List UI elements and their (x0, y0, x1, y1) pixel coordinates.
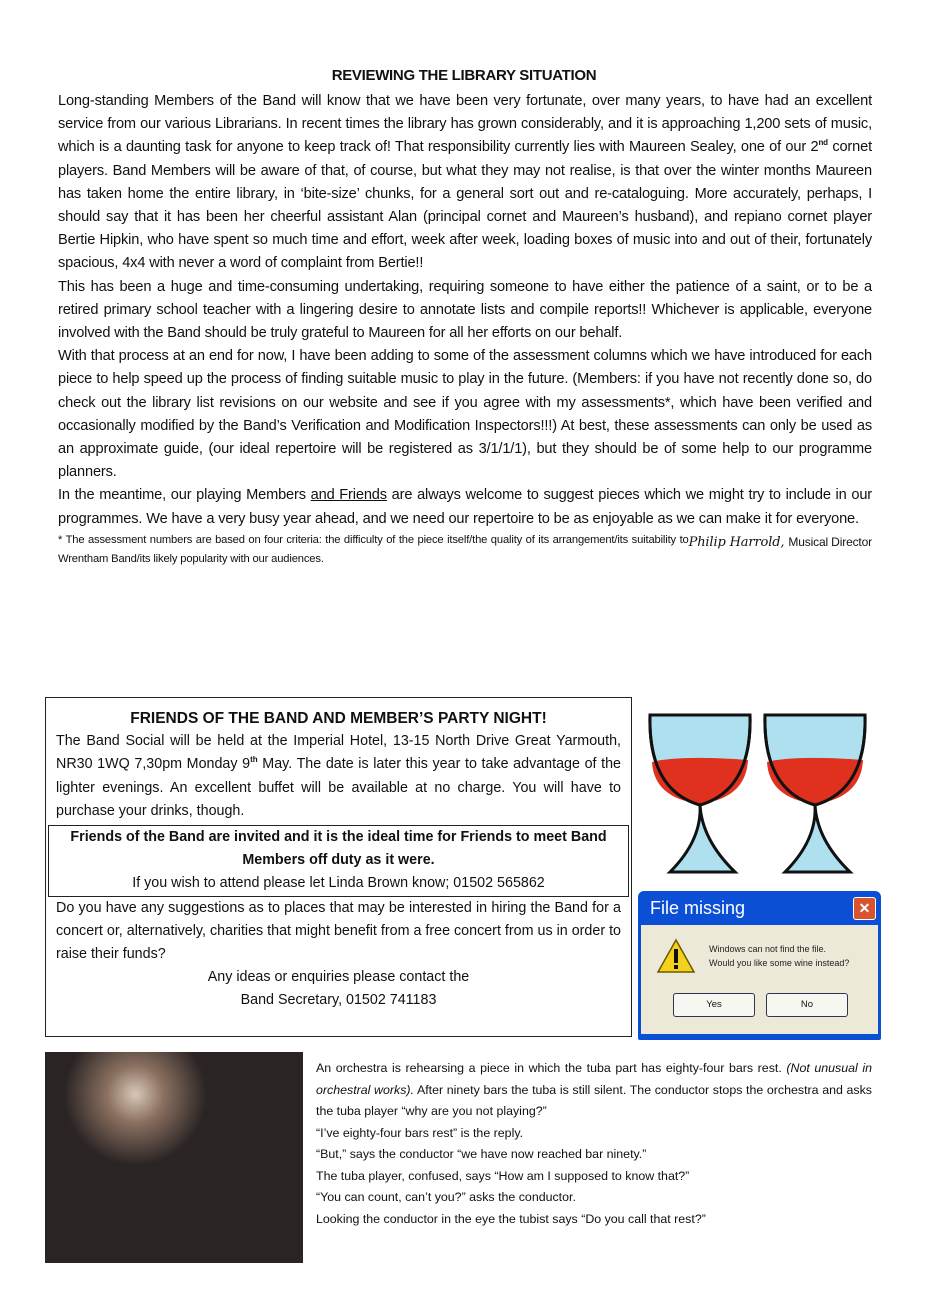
paragraph: Looking the conductor in the eye the tubist says “Do you call that rest?” (316, 1211, 706, 1226)
message-line: Would you like some wine instead? (709, 958, 850, 968)
paragraph (316, 1058, 872, 1123)
dialog-body (641, 925, 878, 1034)
text: May. The date is later this year to take advantage of the lighter evenings. An excellent buffet will be available at no charge. You will have to purchase your drinks, though. (56, 756, 621, 819)
signature-role: Musical Director (788, 534, 872, 549)
invite-bold: Friends of the Band are invited and it is the ideal time for Friends to meet Band Members off duty as it were. (70, 829, 607, 869)
no-button[interactable]: No (766, 993, 848, 1017)
paragraph: “You can count, can’t you?” asks the conductor. (316, 1190, 576, 1204)
italic-text: (Not unusual in orchestral works). (316, 1061, 873, 1097)
text: In the meantime, our playing Members (58, 487, 311, 504)
close-icon[interactable]: ✕ (853, 897, 876, 920)
dialog-titlebar (641, 891, 878, 925)
signature (689, 531, 872, 554)
text: The Band Social will be held at the Imperial Hotel, 13-15 North Drive Great Yarmouth, NR30 1WQ 7,30pm Monday 9 (56, 733, 621, 773)
footnote: * The assessment numbers are based on four criteria: the difficulty of the piece itself/the quality of its arrangement/its suitability to Wrentham Band/its likely popularity with our audiences. (58, 533, 689, 565)
text: cornet players. Band Members will be aware of that, of course, but what they may not realise, is that over the winter months Maureen has taken home the entire library, in ‘bite-size’ chunks, for a general sort out and re-cataloguing. More accurately, perhaps, I should say that it has been her cheerful assistant Alan (principal cornet and Maureen’s husband), and repiano cornet player Bertie Hipkin, who have spent so much time and effort, week after week, loading boxes of music into and out of their, fortunately spacious, 4x4 with never a word of complaint from Bertie!! (58, 139, 872, 272)
library-article (58, 90, 872, 569)
text: After ninety bars the tuba is still silent. The conductor stops the orchestra and asks the tuba player “why are you not playing?” (316, 1082, 872, 1118)
party-title: FRIENDS OF THE BAND AND MEMBER’S PARTY NIGHT! (130, 710, 547, 727)
invite-contact: If you wish to attend please let Linda Brown know; 01502 565862 (132, 875, 545, 892)
contact-line: Any ideas or enquiries please contact the (207, 969, 470, 986)
paragraph (58, 90, 872, 276)
text: An orchestra is rehearsing a piece in which the tuba part has eighty-four bars rest. (316, 1061, 787, 1075)
tuba-player-photo (45, 1052, 303, 1263)
wine-glass-icon (765, 715, 865, 872)
superscript: nd (818, 138, 828, 148)
text: are always welcome to suggest pieces which we might try to include in our programmes. We have a very busy year ahead, and we need our repertoire to be as enjoyable as we can make it for everyone. (58, 487, 873, 527)
suggestions-text: Do you have any suggestions as to places that may be interested in hiring the Band for a concert or, alternatively, charities that might benefit from a free concert from us in order to raise their funds? (56, 899, 621, 963)
invite-box (48, 825, 629, 897)
paragraph: With that process at an end for now, I have been adding to some of the assessment columns which we have introduced for each piece to help speed up the process of finding suitable music to play in the future. (Members: if you have not recently done so, do check out the library list revisions on our website and see if you agree with my assessments*, which have been verified and occasionally modified by the Band’s Verification and Modification Inspectors!!!) At best, these assessments can only be used as an approximate guide, (our ideal repertoire will be registered as 3/1/1/1), but they should be of some help to our programme planners. (58, 348, 872, 481)
wine-glasses-image (640, 700, 880, 880)
party-night-box (45, 697, 632, 1037)
tuba-joke (316, 1058, 872, 1230)
party-text (46, 730, 631, 823)
signature-name: Philip Harrold, (688, 534, 785, 550)
paragraph: “But,” says the conductor “we have now reached bar ninety.” (316, 1147, 647, 1161)
text: Long-standing Members of the Band will know that we have been very fortunate, over many years, to have had an excellent service from our various Librarians. In recent times the library has grown considerably, and it is approaching 1,200 sets of music, which is a daunting task for anyone to keep track of! That responsibility currently lies with Maureen Sealey, one of our 2 (58, 93, 872, 156)
message-line: Windows can not find the file. (709, 944, 827, 954)
article-title: REVIEWING THE LIBRARY SITUATION (331, 67, 597, 84)
underlined-text: and Friends (310, 487, 387, 504)
paragraph: “I’ve eighty-four bars rest” is the reply. (316, 1125, 524, 1140)
dialog-title: File missing (650, 898, 746, 918)
warning-icon (656, 938, 696, 974)
paragraph: This has been a huge and time-consuming undertaking, requiring someone to have either the patience of a saint, or to be a retired primary school teacher with a lingering desire to annotate lists and compile reports!! Whichever is applicable, everyone involved with the Band should be truly grateful to Maureen for all her efforts on our behalf. (58, 278, 872, 342)
file-missing-dialog (638, 891, 881, 1040)
contact-line: Band Secretary, 01502 741183 (240, 992, 437, 1009)
yes-button[interactable]: Yes (673, 993, 755, 1017)
superscript: th (250, 755, 258, 765)
dialog-message (709, 942, 849, 970)
wine-glass-icon (650, 715, 750, 872)
paragraph: The tuba player, confused, says “How am I supposed to know that?” (316, 1168, 690, 1183)
